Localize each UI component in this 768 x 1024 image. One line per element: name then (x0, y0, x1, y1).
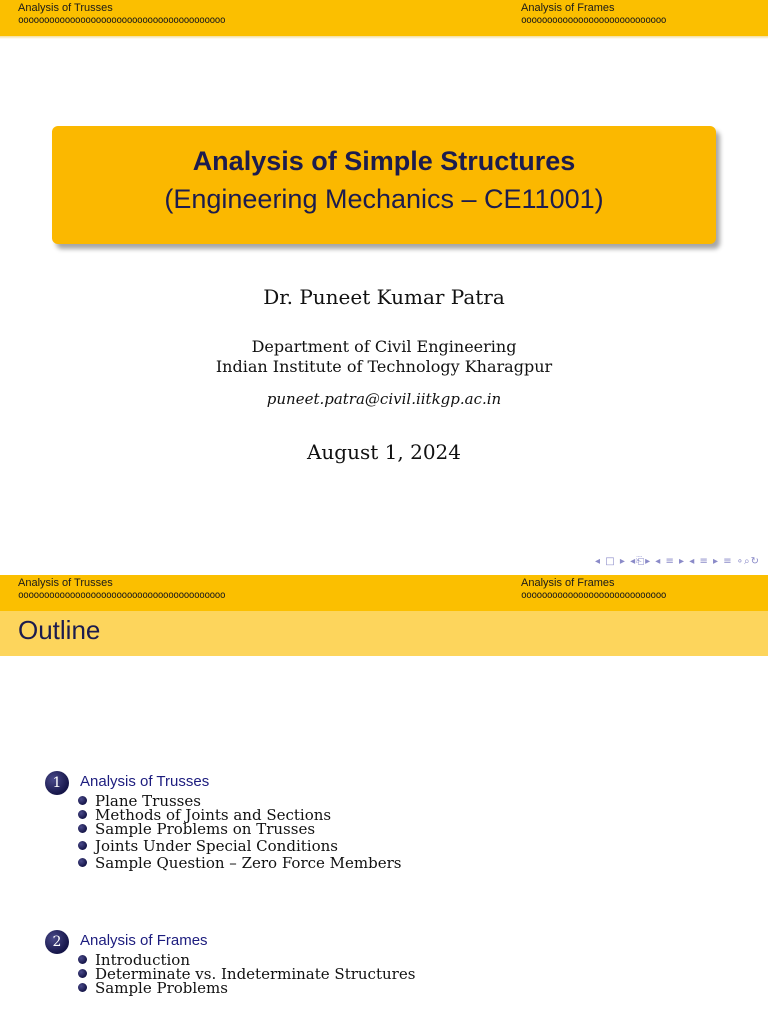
toc-subsection[interactable]: Determinate vs. Indeterminate Structures (78, 966, 415, 982)
header-section-trusses[interactable]: Analysis of Trusses (18, 2, 113, 14)
toc-section-title[interactable]: Analysis of Trusses (80, 773, 210, 790)
bullet-icon (78, 969, 87, 978)
toc-subsection[interactable]: Joints Under Special Conditions (78, 838, 338, 854)
institute: Indian Institute of Technology Kharagpur (215, 357, 553, 376)
header-progress-dots-frames[interactable]: oooooooooooooooooooooooooooo (521, 590, 666, 601)
header-progress-dots-frames[interactable]: oooooooooooooooooooooooooooo (521, 15, 666, 26)
bullet-icon (78, 824, 87, 833)
header-progress-dots-trusses[interactable]: oooooooooooooooooooooooooooooooooooooooo (18, 15, 226, 26)
toc-subsection[interactable]: Plane Trusses (78, 793, 201, 809)
header-bar (0, 0, 768, 36)
toc-section-title[interactable]: Analysis of Frames (80, 932, 208, 949)
frame-title-bar (0, 611, 768, 656)
header-bar (0, 575, 768, 611)
bullet-icon (78, 983, 87, 992)
toc-subsection[interactable]: Sample Question – Zero Force Members (78, 855, 401, 871)
bullet-icon (78, 841, 87, 850)
department: Department of Civil Engineering (251, 337, 517, 356)
section-number-ball: 1 (45, 771, 69, 795)
bullet-icon (78, 955, 87, 964)
header-section-frames[interactable]: Analysis of Frames (521, 577, 615, 589)
header-section-trusses[interactable]: Analysis of Trusses (18, 577, 113, 589)
bullet-icon (78, 810, 87, 819)
author-email: puneet.patra@civil.iitkgp.ac.in (266, 390, 502, 408)
presentation-subtitle: (Engineering Mechanics – CE11001) (164, 184, 604, 214)
title-box (52, 126, 716, 244)
header-progress-dots-trusses[interactable]: oooooooooooooooooooooooooooooooooooooooo (18, 590, 226, 601)
beamer-navigation-icons[interactable]: ◂ □ ▸ ◂⎗▸ ◂ ≡ ▸ ◂ ≡ ▸ ≡ ∘⌕↻ (595, 556, 760, 567)
header-shadow (0, 36, 768, 39)
header-section-frames[interactable]: Analysis of Frames (521, 2, 615, 14)
bullet-icon (78, 858, 87, 867)
frame-title: Outline (18, 615, 101, 645)
author-name: Dr. Puneet Kumar Patra (263, 285, 505, 309)
bullet-icon (78, 796, 87, 805)
toc-subsection[interactable]: Introduction (78, 952, 190, 968)
presentation-title: Analysis of Simple Structures (192, 146, 576, 176)
presentation-date: August 1, 2024 (306, 440, 461, 464)
toc-subsection[interactable]: Methods of Joints and Sections (78, 807, 331, 823)
toc-subsection[interactable]: Sample Problems on Trusses (78, 821, 315, 837)
toc-subsection[interactable]: Sample Problems (78, 980, 228, 996)
section-number-ball: 2 (45, 930, 69, 954)
outline-slide (0, 575, 768, 1024)
